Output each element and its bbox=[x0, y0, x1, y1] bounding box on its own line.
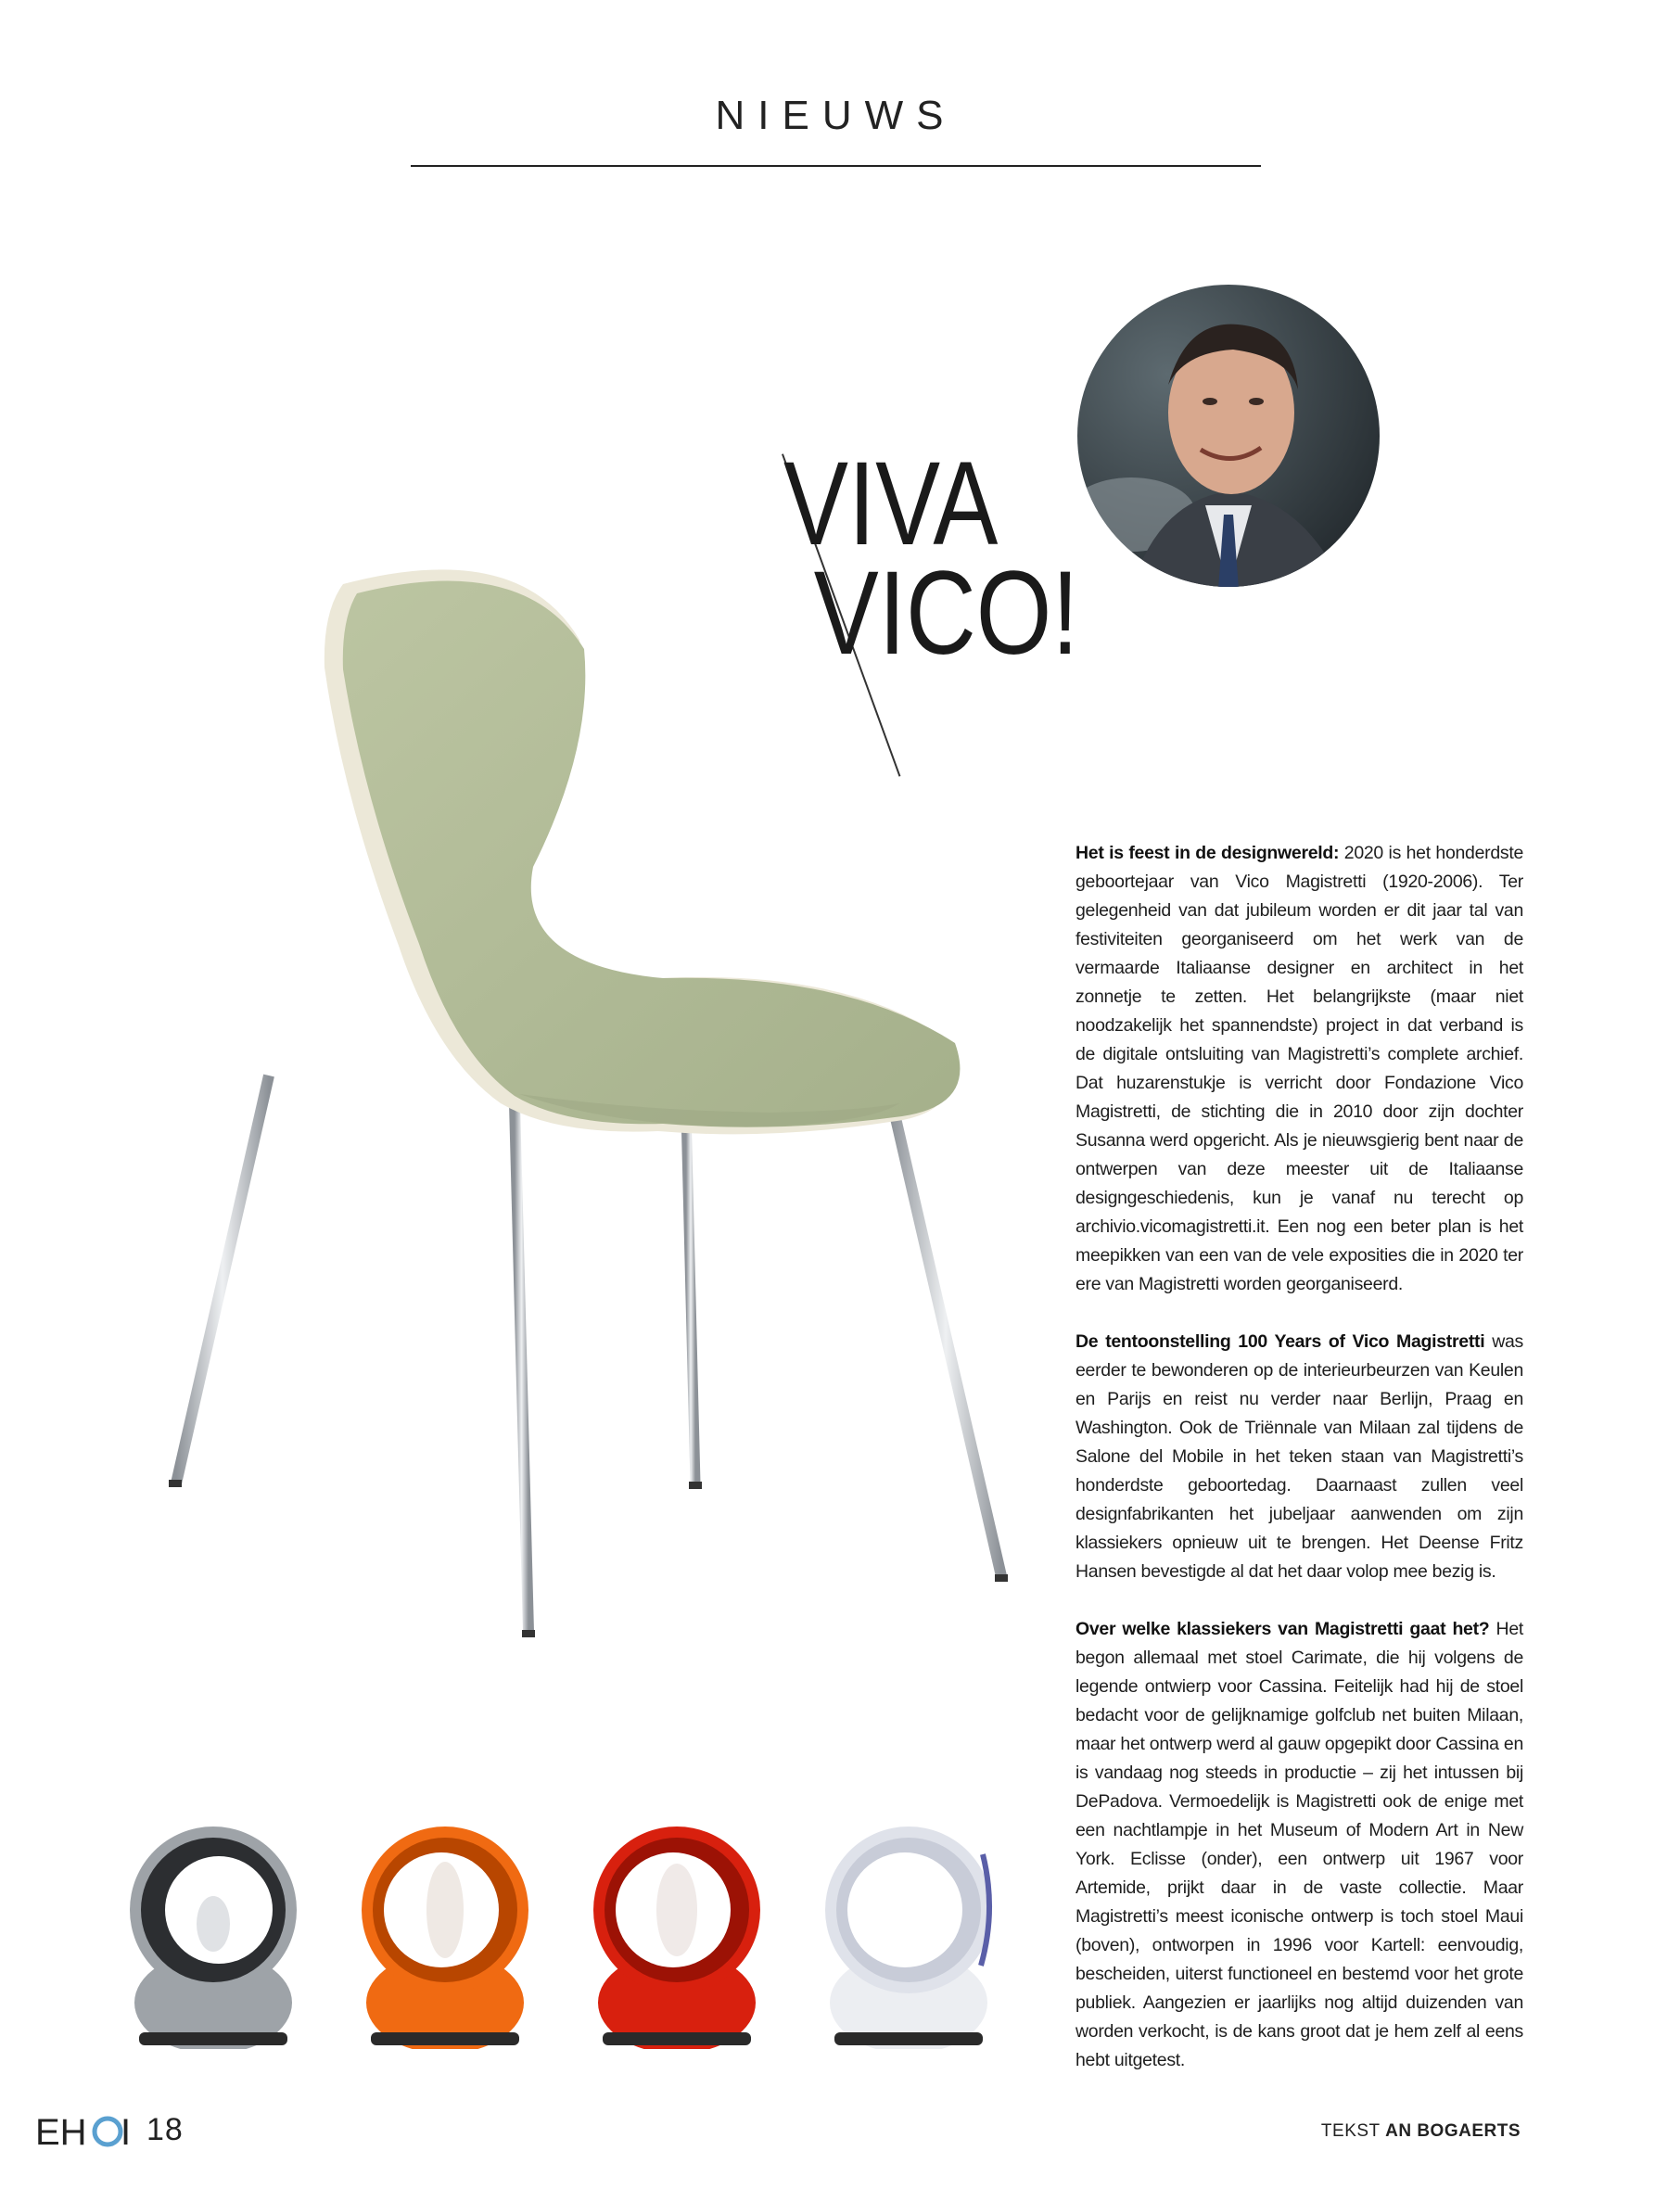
svg-text:EH: EH bbox=[35, 2112, 87, 2150]
chair-foot bbox=[689, 1482, 702, 1489]
credit-author: AN BOGAERTS bbox=[1385, 2121, 1521, 2141]
paragraph-text: 2020 is het honderdste geboortejaar van Vico Magistretti (1920-2006). Ter gelegenheid van dat jubileum worden er dit jaar tal van festiviteiten georganiseerd om het werk van de vermaarde Italiaanse designer en architect in het zonnetje te zetten. Het belangrijkste (maar niet noodzakelijk het spannendste) project in dat verband is de digitale ontsluiting van Magistretti’s complete archief. Dat huzarenstukje is verricht door Fondazione Vico Magistretti, de stichting die in 2010 door zijn dochter Susanna werd opgericht. Als je nieuwsgierig bent naar de ontwerpen van deze meester uit de Italiaanse designgeschiedenis, kun je vanaf nu terecht op archivio.vicomagistretti.it. Een nog een beter plan is het meepikken van een van de vele exposities die in 2020 ter ere van Magistretti worden georganiseerd. bbox=[1075, 843, 1523, 1294]
paragraph-lead: De tentoonstelling 100 Years of Vico Magistretti bbox=[1075, 1331, 1485, 1352]
svg-text:I: I bbox=[121, 2112, 132, 2150]
chair-foot bbox=[169, 1480, 182, 1487]
eclisse-lamps-row bbox=[121, 1817, 955, 2049]
chair-leg bbox=[890, 1094, 1001, 1576]
article-paragraph-2 bbox=[1075, 1328, 1523, 1586]
paragraph-lead: Over welke klassiekers van Magistretti gaat het? bbox=[1075, 1619, 1490, 1639]
eclisse-lamp-orange bbox=[352, 1817, 538, 2049]
credit-prefix: TEKST bbox=[1320, 2121, 1386, 2141]
portrait-photo bbox=[1075, 283, 1381, 589]
article-paragraph-3 bbox=[1075, 1615, 1523, 2075]
chair-photo bbox=[158, 556, 1011, 1669]
author-credit bbox=[1321, 2121, 1521, 2142]
paragraph-text: Het begon allemaal met stoel Carimate, die hij volgens de legende ontwierp voor Cassina. Feitelijk had hij de stoel bedacht voor de gelijknamige golfclub net buiten Milaan, maar het ontwerp werd al gauw opgepikt door Cassina en is vandaag nog steeds in productie – zij het intussen bij DePadova. Vermoedelijk is Magistretti ook de enige met een nachtlampje in het Museum of Modern Art in New York. Eclisse (onder), een ontwerp uit 1967 voor Artemide, prijkt daar in de vaste collectie. Maar Magistretti’s meest iconische ontwerp is toch stoel Maui (boven), ontworpen in 1996 voor Kartell: eenvoudig, bescheiden, uiterst functioneel en bestemd voor het grote publiek. Aangezien er jaarlijks nog altijd duizenden van worden verkocht, is de kans groot dat je hem zelf al eens hebt uitgetest. bbox=[1075, 1619, 1523, 2070]
section-divider bbox=[411, 165, 1261, 167]
magazine-logo bbox=[35, 2109, 137, 2150]
page-number: 18 bbox=[146, 2111, 184, 2147]
paragraph-lead: Het is feest in de designwereld: bbox=[1075, 843, 1340, 863]
article-paragraph-1 bbox=[1075, 839, 1523, 1299]
section-title: NIEUWS bbox=[715, 93, 957, 138]
footer-brand bbox=[35, 2107, 184, 2153]
eclisse-lamp-white bbox=[816, 1817, 1001, 2049]
chair-leg bbox=[176, 1076, 269, 1483]
article-body bbox=[1075, 839, 1523, 2104]
chair-leg bbox=[686, 1113, 695, 1483]
chair-leg bbox=[515, 1103, 528, 1632]
headline-line-2: VICO! bbox=[813, 547, 1079, 680]
paragraph-text: was eerder te bewonderen op de interieurbeurzen van Keulen en Parijs en reist nu verder naar Berlijn, Praag en Washington. Ook de Triënnale van Milaan zal tijdens de Salone del Mobile in het teken staan van Magistretti’s honderdste geboortedag. Daarnaast zullen veel designfabrikanten het jubeljaar aanwenden om zijn klassiekers opnieuw uit te brengen. Het Deense Fritz Hansen bevestigde al dat het daar volop mee bezig is. bbox=[1075, 1331, 1523, 1582]
chair-foot bbox=[995, 1574, 1008, 1582]
chair-foot bbox=[522, 1630, 535, 1637]
eclisse-lamp-red bbox=[584, 1817, 770, 2049]
eclisse-lamp-silver bbox=[121, 1817, 306, 2049]
headline-line-1: VIVA bbox=[783, 438, 999, 570]
